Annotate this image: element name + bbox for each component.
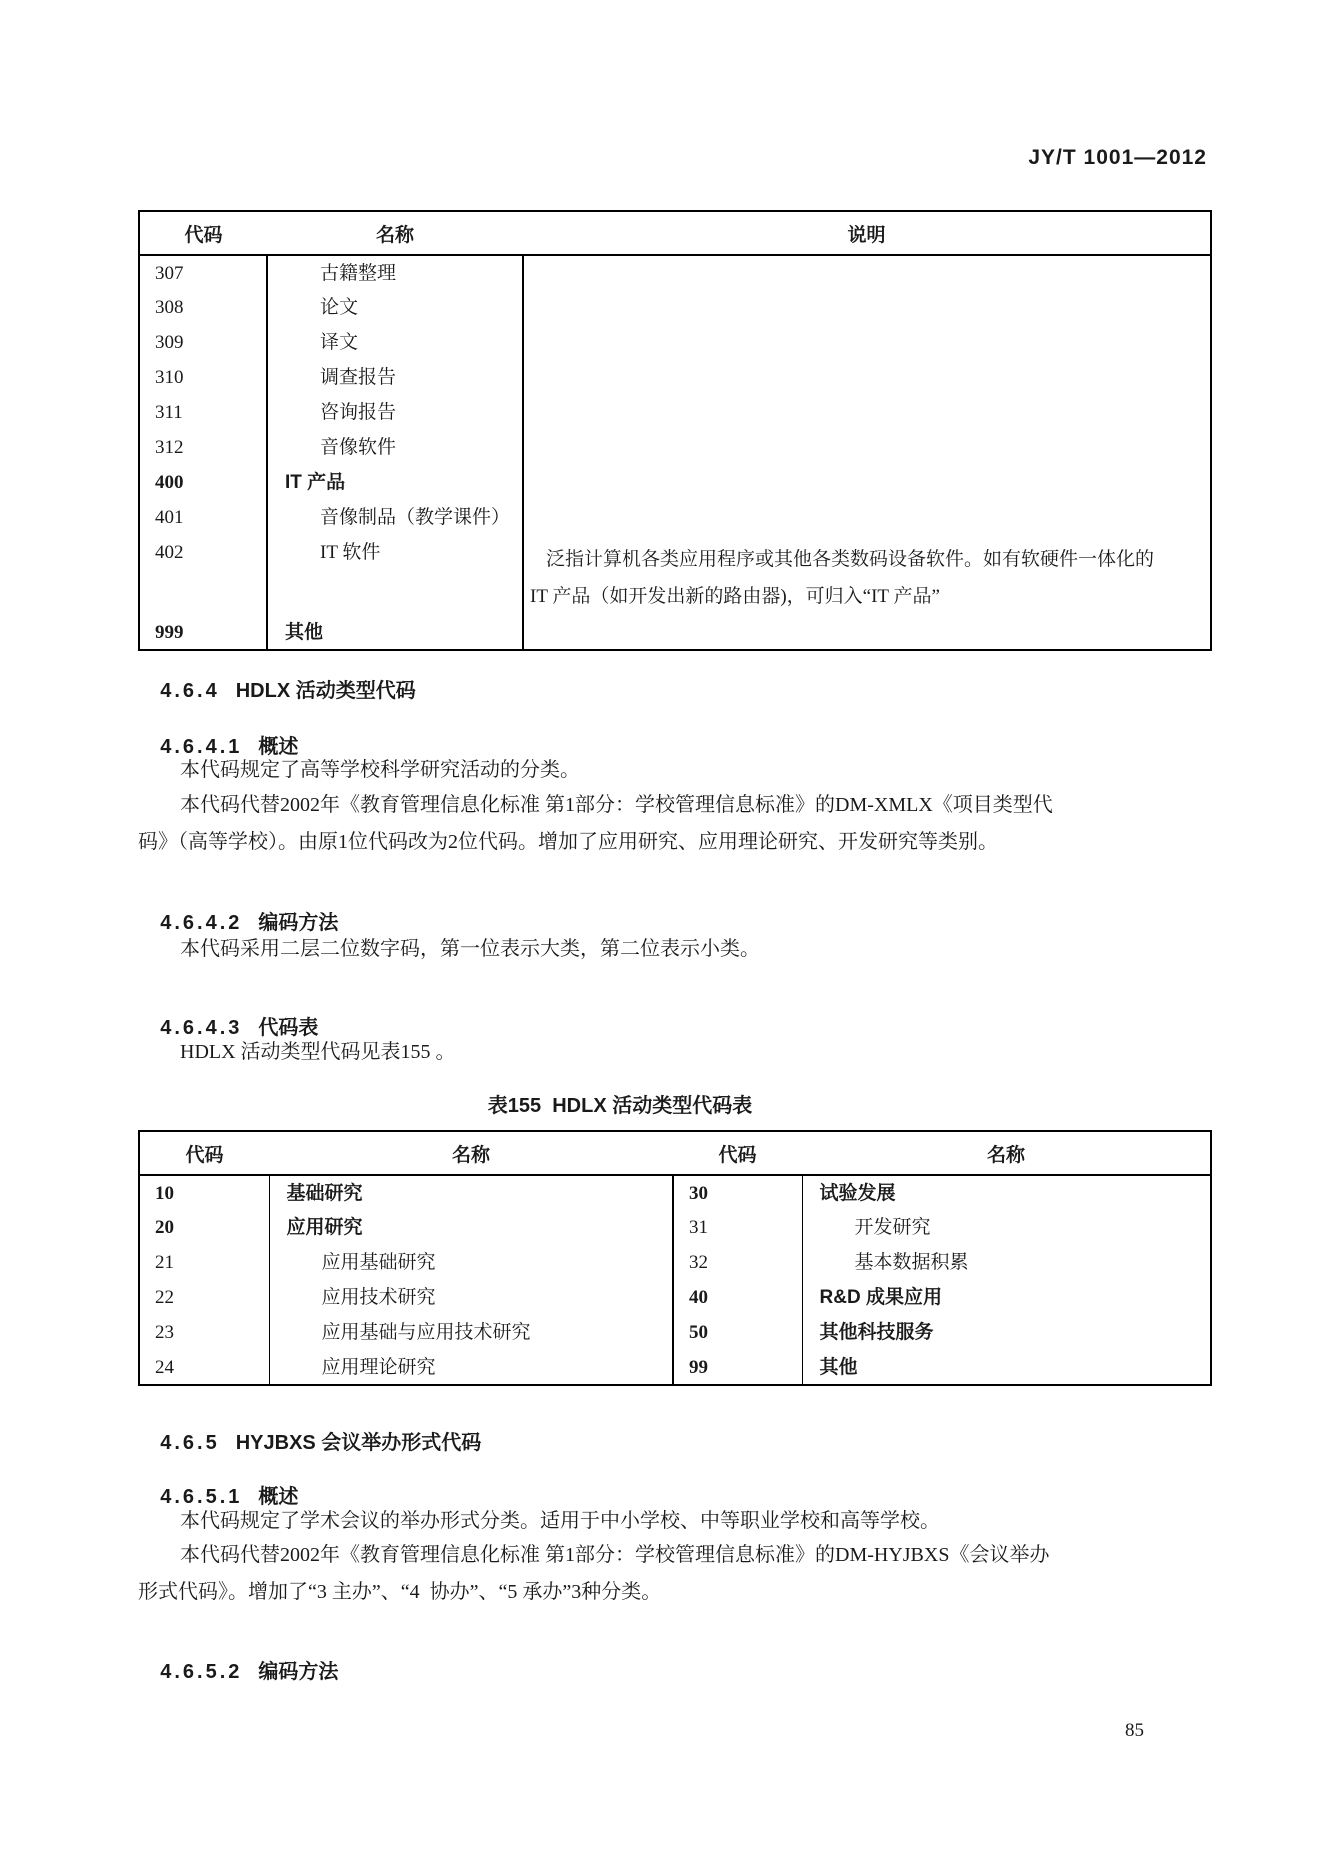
clause-number: 4.6.5.2 [160, 1661, 243, 1683]
name-cell: R&D 成果应用 [819, 1287, 942, 1308]
description-line: 泛指计算机各类应用程序或其他各类数码设备软件。如有软硬件一体化的 [546, 549, 1155, 570]
table1-body [139, 255, 1211, 650]
description-cell [523, 615, 1211, 650]
code-cell: 23 [139, 1315, 269, 1350]
name-cell: 应用研究 [269, 1210, 673, 1245]
column-header-description: 说明 [523, 211, 1211, 255]
clause-number: 4.6.5 [160, 1432, 220, 1454]
code-cell: 310 [139, 360, 267, 395]
table-row [139, 325, 1211, 360]
table-155-caption: 表155 HDLX 活动类型代码表 [487, 1095, 753, 1117]
description-cell [523, 465, 1211, 500]
code-cell: 10 [139, 1175, 269, 1210]
page-number: 85 [1125, 1720, 1144, 1741]
clause-title: 概述 [258, 736, 299, 758]
code-cell: 401 [139, 500, 267, 535]
name-cell: 试验发展 [819, 1183, 896, 1204]
table-header-row [139, 211, 1211, 255]
code-cell: 400 [139, 465, 267, 500]
paragraph-line: 本代码规定了学术会议的举办形式分类。适用于中小学校、中等职业学校和高等学校。 [180, 1510, 940, 1532]
code-cell: 999 [139, 615, 267, 650]
code-cell: 309 [139, 325, 267, 360]
clause-number: 4.6.4 [160, 680, 220, 702]
name-cell: 其他科技服务 [819, 1322, 934, 1343]
table-row [139, 255, 1211, 290]
section-heading-4-6-5-2 [138, 1632, 338, 1707]
table-155-activity-type-codes [138, 1130, 1212, 1386]
paragraph-line: 码》（高等学校）。由原1位代码改为2位代码。增加了应用研究、应用理论研究、开发研究等类别。 [138, 831, 998, 853]
column-header-name: 名称 [267, 211, 523, 255]
code-cell: 30 [673, 1175, 802, 1210]
name-cell: 调查报告 [267, 360, 523, 395]
code-cell: 21 [139, 1245, 269, 1280]
column-header-code: 代码 [139, 1131, 269, 1175]
code-cell: 311 [139, 395, 267, 430]
name-cell: IT 产品 [267, 465, 523, 500]
table-row [139, 290, 1211, 325]
name-cell: IT 软件 [267, 535, 523, 615]
code-cell: 312 [139, 430, 267, 465]
name-cell: 译文 [267, 325, 523, 360]
description-cell [523, 360, 1211, 395]
name-cell: 开发研究 [854, 1217, 931, 1238]
code-cell: 24 [139, 1350, 269, 1385]
description-cell [523, 290, 1211, 325]
clause-title: HDLX 活动类型代码 [235, 680, 416, 702]
name-cell: 其他 [819, 1357, 858, 1378]
column-header-name: 名称 [269, 1131, 673, 1175]
paragraph-line: 本代码代替2002年《教育管理信息化标准 第1部分：学校管理信息标准》的DM-XMLX《项目类型代 [180, 794, 1053, 816]
code-table-continuation [138, 210, 1212, 651]
code-cell: 32 [673, 1245, 802, 1280]
code-cell: 308 [139, 290, 267, 325]
name-cell: 论文 [267, 290, 523, 325]
table-row [139, 1175, 1211, 1210]
table-row [139, 535, 1211, 615]
clause-title: 编码方法 [258, 1661, 339, 1683]
table-row [139, 1245, 1211, 1280]
column-header-code: 代码 [673, 1131, 802, 1175]
code-cell: 31 [673, 1210, 802, 1245]
description-line: IT 产品（如开发出新的路由器)，可归入“IT 产品” [530, 586, 940, 607]
clause-number: 4.6.4.1 [160, 736, 243, 758]
clause-title: 概述 [258, 1486, 299, 1508]
table-row [139, 395, 1211, 430]
standard-number-header: JY/T 1001—2012 [1028, 146, 1207, 169]
description-cell [523, 535, 1211, 615]
clause-title: 代码表 [258, 1017, 319, 1039]
table2-body [139, 1175, 1211, 1385]
name-cell: 古籍整理 [267, 255, 523, 290]
name-cell: 咨询报告 [267, 395, 523, 430]
description-cell [523, 500, 1211, 535]
code-cell: 22 [139, 1280, 269, 1315]
clause-number: 4.6.4.3 [160, 1017, 243, 1039]
column-header-code: 代码 [139, 211, 267, 255]
paragraph-line: 本代码采用二层二位数字码，第一位表示大类，第二位表示小类。 [180, 938, 760, 960]
table-header-row [139, 1131, 1211, 1175]
column-header-name: 名称 [802, 1131, 1211, 1175]
clause-title: 编码方法 [258, 912, 339, 934]
name-cell: 基本数据积累 [854, 1252, 969, 1273]
table-row [139, 430, 1211, 465]
paragraph-line: 本代码代替2002年《教育管理信息化标准 第1部分：学校管理信息标准》的DM-HYJBXS《会议举办 [180, 1544, 1050, 1566]
table-row [139, 615, 1211, 650]
code-cell: 20 [139, 1210, 269, 1245]
table-row [139, 1210, 1211, 1245]
code-cell: 50 [673, 1315, 802, 1350]
name-cell: 应用基础研究 [269, 1245, 673, 1280]
table-row [139, 1350, 1211, 1385]
description-cell [523, 255, 1211, 290]
paragraph-line: 本代码规定了高等学校科学研究活动的分类。 [180, 759, 580, 781]
table-row [139, 1280, 1211, 1315]
name-cell: 音像软件 [267, 430, 523, 465]
paragraph-line: 形式代码》。增加了“3 主办”、“4 协办”、“5 承办”3种分类。 [138, 1581, 662, 1603]
name-cell: 其他 [267, 615, 523, 650]
table-row [139, 360, 1211, 395]
paragraph-line: HDLX 活动类型代码见表155 。 [180, 1041, 456, 1063]
code-cell: 40 [673, 1280, 802, 1315]
name-cell: 应用技术研究 [269, 1280, 673, 1315]
name-cell: 应用基础与应用技术研究 [269, 1315, 673, 1350]
description-cell [523, 395, 1211, 430]
table-row [139, 465, 1211, 500]
description-cell [523, 325, 1211, 360]
code-cell: 402 [139, 535, 267, 615]
table-row [139, 1315, 1211, 1350]
name-cell: 基础研究 [269, 1175, 673, 1210]
table-row [139, 500, 1211, 535]
name-cell: 应用理论研究 [269, 1350, 673, 1385]
description-cell [523, 430, 1211, 465]
clause-number: 4.6.4.2 [160, 912, 243, 934]
clause-title: HYJBXS 会议举办形式代码 [235, 1432, 482, 1454]
name-cell: 音像制品（教学课件） [267, 500, 523, 535]
code-cell: 307 [139, 255, 267, 290]
clause-number: 4.6.5.1 [160, 1486, 243, 1508]
code-cell: 99 [673, 1350, 802, 1385]
